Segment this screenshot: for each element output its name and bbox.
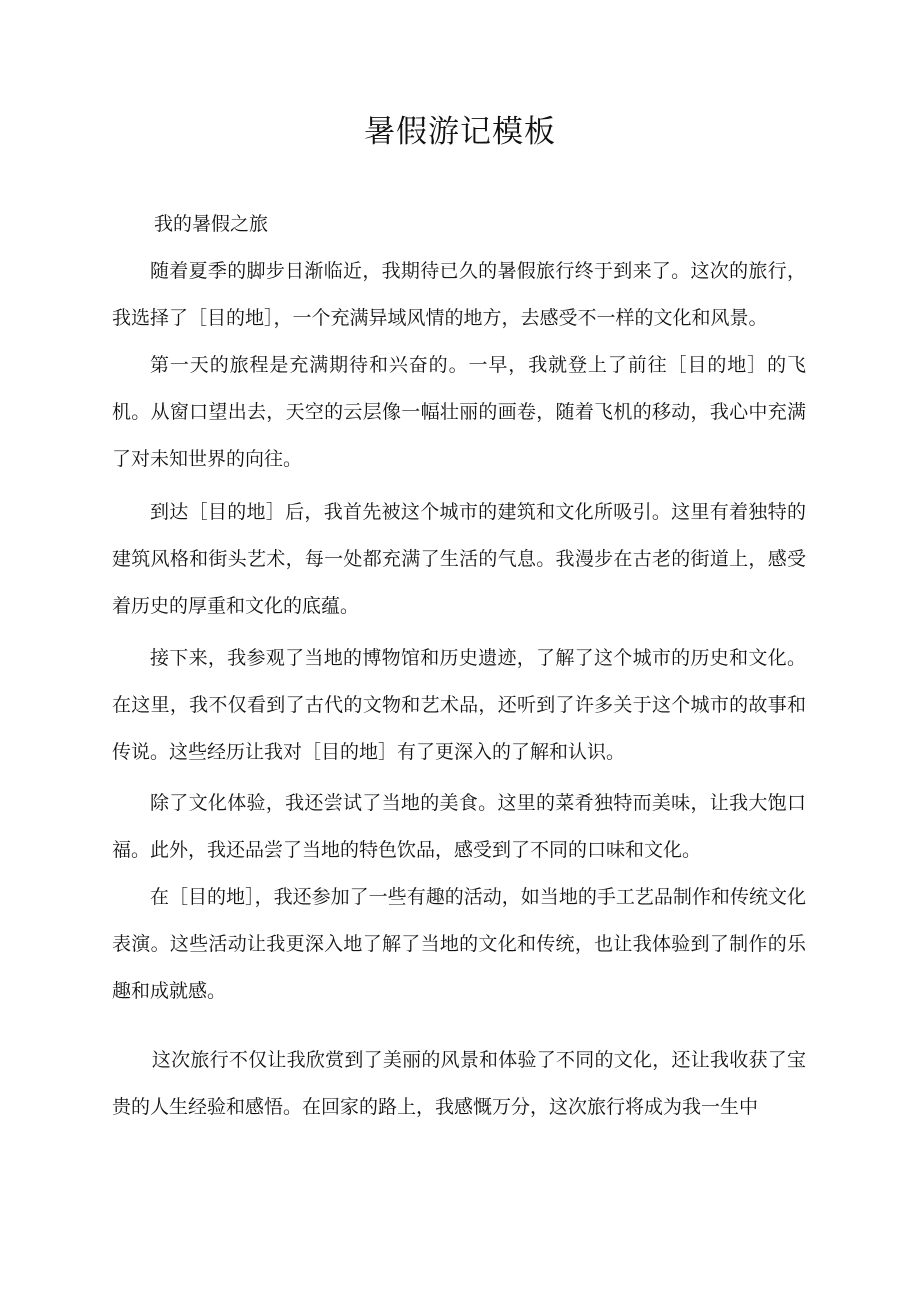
paragraph-5: 除了文化体验，我还尝试了当地的美食。这里的菜肴独特而美味，让我大饱口福。此外，我还品尝了当地的特色饮品，感受到了不同的口味和文化。 [112, 792, 806, 861]
paragraph-1: 随着夏季的脚步日渐临近，我期待已久的暑假旅行终于到来了。这次的旅行，我选择了［目的地］，一个充满异域风情的地方，去感受不一样的文化和风景。 [112, 260, 806, 329]
paragraph-2: 第一天的旅程是充满期待和兴奋的。一早，我就登上了前往［目的地］的飞机。从窗口望出去，天空的云层像一幅壮丽的画卷，随着飞机的移动，我心中充满了对未知世界的向往。 [112, 354, 806, 470]
paragraph-4: 接下来，我参观了当地的博物馆和历史遗迹，了解了这个城市的历史和文化。在这里，我不仅看到了古代的文物和艺术品，还听到了许多关于这个城市的故事和传说。这些经历让我对［目的地］有了更深入的了解和认识。 [112, 647, 806, 763]
paragraph-3: 到达［目的地］后，我首先被这个城市的建筑和文化所吸引。这里有着独特的建筑风格和街头艺术，每一处都充满了生活的气息。我漫步在古老的街道上，感受着历史的厚重和文化的底蕴。 [112, 501, 806, 617]
document-title: 暑假游记模板 [364, 114, 556, 150]
document-subtitle: 我的暑假之旅 [154, 213, 269, 235]
paragraph-7: 这次旅行不仅让我欣赏到了美丽的风景和体验了不同的文化，还让我收获了宝贵的人生经验和感悟。在回家的路上，我感慨万分，这次旅行将成为我一生中 [112, 1049, 806, 1118]
paragraph-6: 在［目的地］，我还参加了一些有趣的活动，如当地的手工艺品制作和传统文化表演。这些活动让我更深入地了解了当地的文化和传统，也让我体验到了制作的乐趣和成就感。 [112, 886, 806, 1002]
